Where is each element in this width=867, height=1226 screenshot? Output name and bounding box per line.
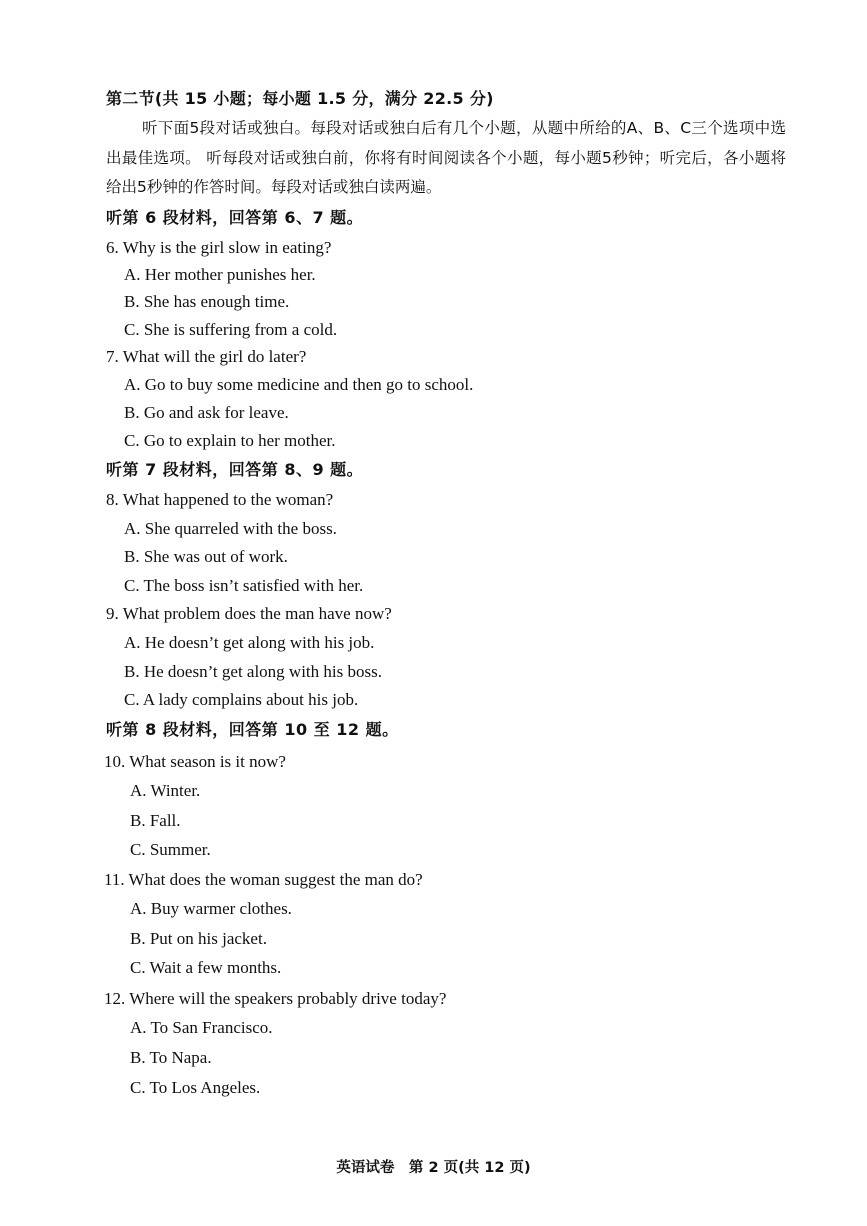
question-10-option-a: A. Winter.	[130, 781, 201, 800]
group-label-6-7: 听第 6 段材料，回答第 6、7 题。	[106, 208, 364, 227]
question-6-option-c: C. She is suffering from a cold.	[124, 320, 338, 339]
question-9-option-b: B. He doesn’t get along with his boss.	[124, 662, 382, 681]
question-11: 11. What does the woman suggest the man do?	[104, 870, 423, 889]
question-7-option-a: A. Go to buy some medicine and then go to school.	[124, 375, 474, 394]
group-label-10-12: 听第 8 段材料，回答第 10 至 12 题。	[106, 720, 399, 739]
question-6-option-b: B. She has enough time.	[124, 292, 290, 311]
question-9-option-a: A. He doesn’t get along with his job.	[124, 633, 375, 652]
question-12-option-c: C. To Los Angeles.	[130, 1078, 261, 1097]
question-7: 7. What will the girl do later?	[106, 347, 307, 366]
group-label-8-9: 听第 7 段材料，回答第 8、9 题。	[106, 460, 364, 479]
question-6: 6. Why is the girl slow in eating?	[106, 238, 332, 257]
page-footer: 英语试卷 第 2 页(共 12 页)	[336, 1160, 531, 1176]
question-8-option-b: B. She was out of work.	[124, 547, 288, 566]
question-9-option-c: C. A lady complains about his job.	[124, 690, 359, 709]
question-7-option-b: B. Go and ask for leave.	[124, 403, 289, 422]
question-8-option-c: C. The boss isn’t satisfied with her.	[124, 576, 364, 595]
question-8: 8. What happened to the woman?	[106, 490, 334, 509]
section-header: 第二节(共 15 小题；每小题 1.5 分，满分 22.5 分)	[106, 89, 494, 108]
question-10-option-b: B. Fall.	[130, 811, 181, 830]
question-7-option-c: C. Go to explain to her mother.	[124, 431, 336, 450]
question-11-option-b: B. Put on his jacket.	[130, 929, 267, 948]
question-12: 12. Where will the speakers probably drive today?	[104, 989, 447, 1008]
question-12-option-a: A. To San Francisco.	[130, 1018, 273, 1037]
question-11-option-a: A. Buy warmer clothes.	[130, 899, 292, 918]
question-12-option-b: B. To Napa.	[130, 1048, 212, 1067]
question-10: 10. What season is it now?	[104, 752, 286, 771]
question-9: 9. What problem does the man have now?	[106, 604, 392, 623]
question-10-option-c: C. Summer.	[130, 840, 211, 859]
section-instructions: 听下面5段对话或独白。每段对话或独白后有几个小题，从题中所给的A、B、C三个选项中选出最佳选项。 听每段对话或独白前，你将有时间阅读各个小题，每小题5秒钟；听完后，各小题将给出5秒钟的作答时间。每段对话或独白读两遍。	[106, 119, 786, 196]
question-6-option-a: A. Her mother punishes her.	[124, 265, 316, 284]
question-8-option-a: A. She quarreled with the boss.	[124, 519, 337, 538]
question-11-option-c: C. Wait a few months.	[130, 958, 282, 977]
